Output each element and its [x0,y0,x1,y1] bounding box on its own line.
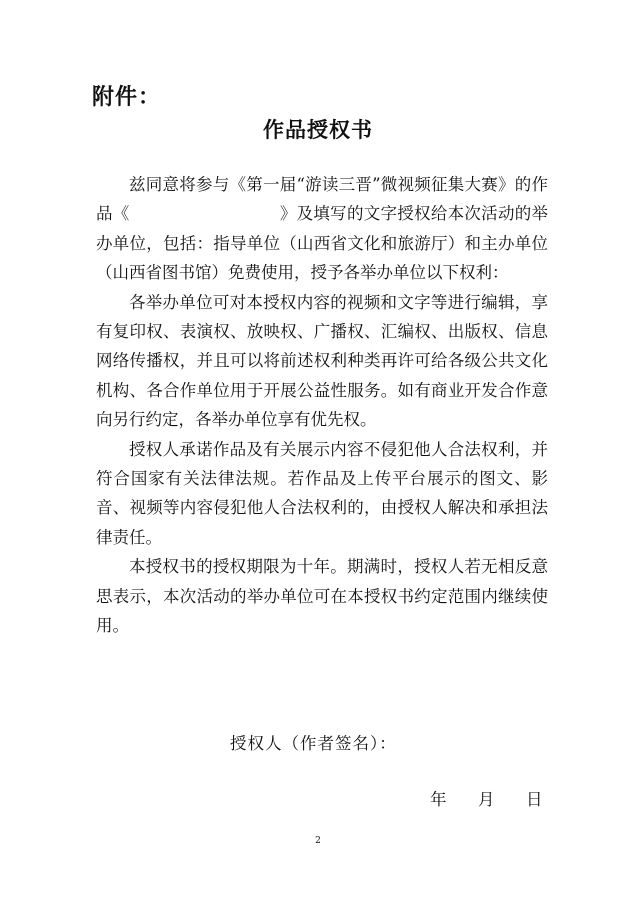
paragraph-consent [96,170,548,288]
document-body [96,170,548,641]
consent-text-before: 兹同意将参与《第一届“游读三晋”微视频征集大赛》的作品《 [96,175,548,224]
attachment-label: 附件： [92,85,162,110]
date-line [430,786,542,810]
paragraph-rights: 各举办单位可对本授权内容的视频和文字等进行编辑，享有复印权、表演权、放映权、广播权、汇编权、出版权、信息网络传播权，并且可以将前述权利种类再许可给各级公共文化机构、各合作单位用于开展公益性服务。如有商业开发合作意向另行约定，各举办单位享有优先权。 [96,292,548,430]
paragraph-term: 本授权书的授权期限为十年。期满时，授权人若无相反意思表示，本次活动的举办单位可在本授权书约定范围内继续使用。 [96,557,548,636]
document-title: 作品授权书 [263,118,373,142]
date-month: 月 [477,790,495,809]
consent-text-after: 》及填写的文字授权给本次活动的举办单位，包括：指导单位（山西省文化和旅游厅）和主办单位（山西省图书馆）免费使用，授予各举办单位以下权利： [96,204,549,283]
paragraph-commitment: 授权人承诺作品及有关展示内容不侵犯他人合法权利，并符合国家有关法律法规。若作品及上传平台展示的图文、影音、视频等内容侵犯他人合法权利的，由授权人解决和承担法律责任。 [96,439,548,547]
date-day: 日 [525,790,543,809]
page-number: 2 [315,836,321,846]
signature-label: 授权人（作者签名）： [230,734,397,753]
date-year: 年 [430,790,447,809]
